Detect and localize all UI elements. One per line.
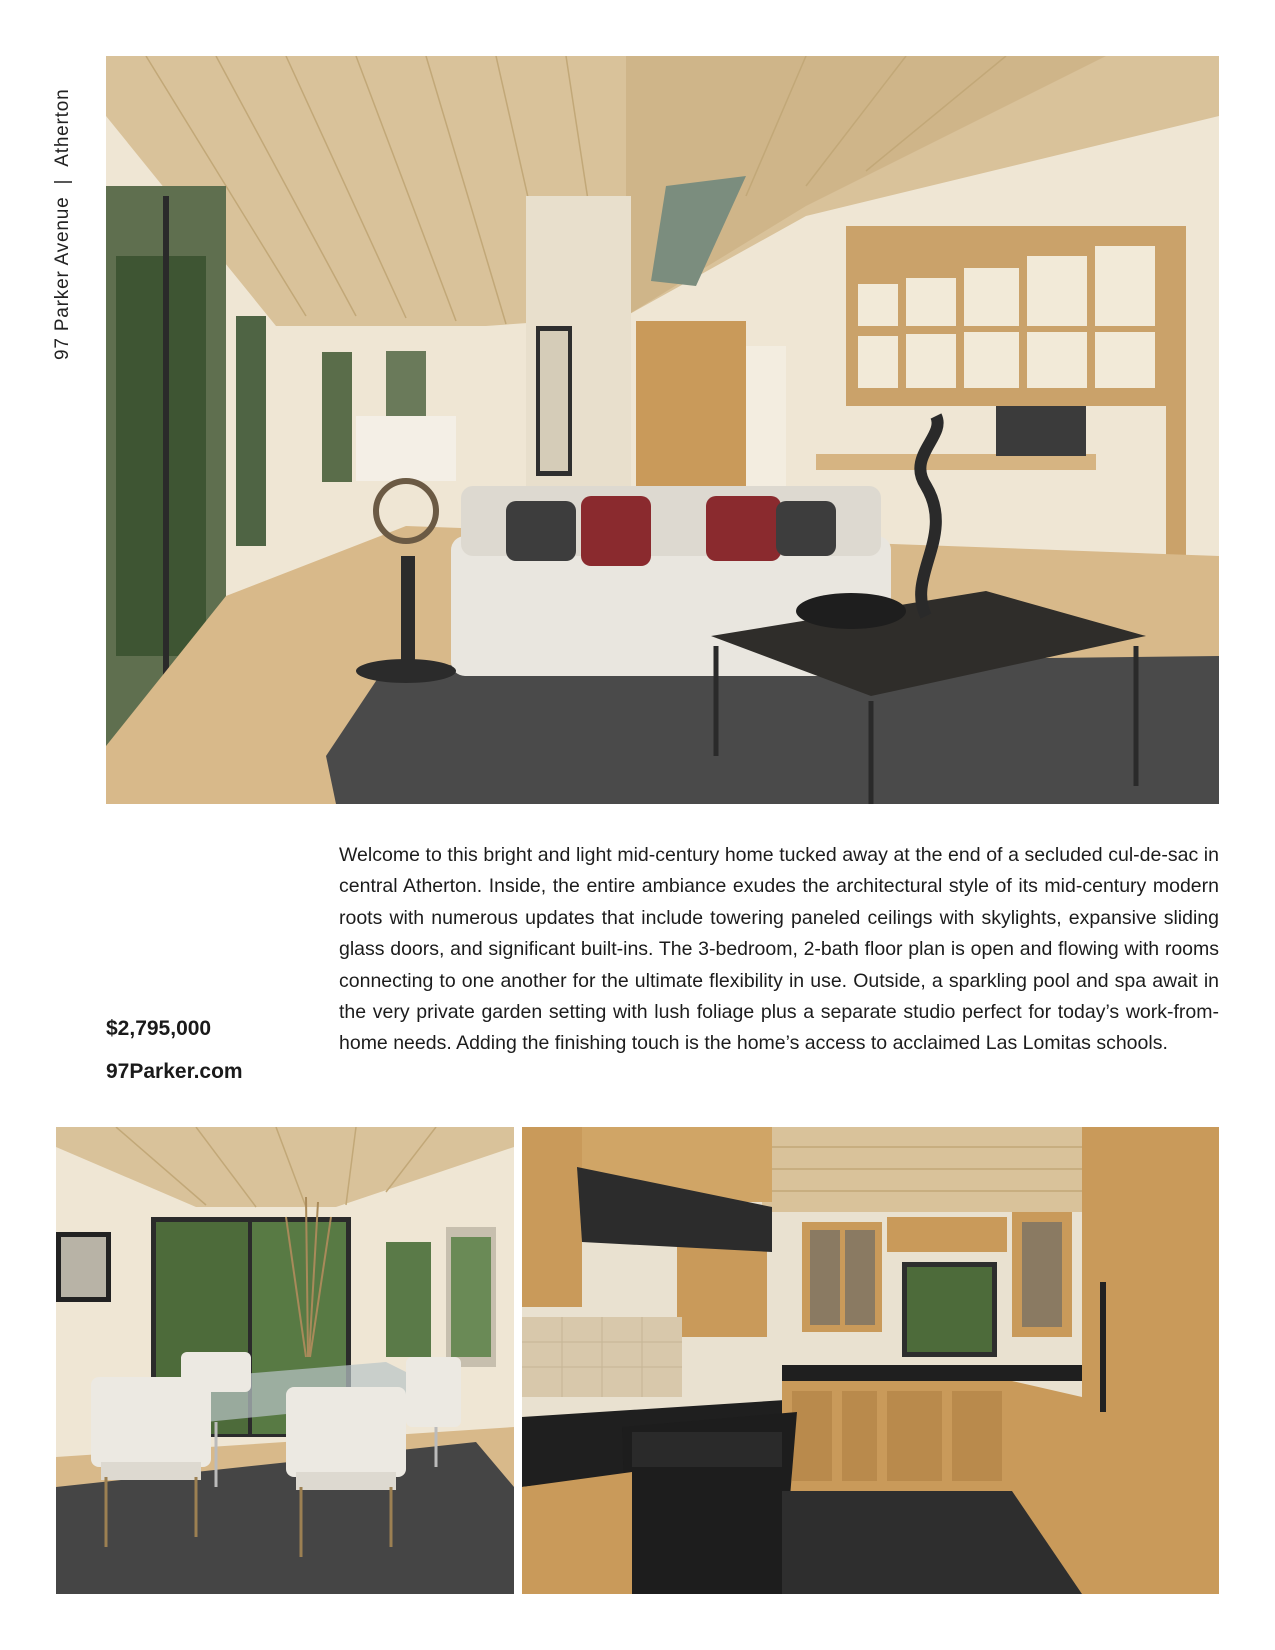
dining-room-photo: [56, 1127, 514, 1594]
listing-website[interactable]: 97Parker.com: [106, 1060, 243, 1083]
living-room-photo: [106, 56, 1219, 804]
vertical-address-label: [52, 89, 74, 361]
kitchen-illustration: [522, 1127, 1219, 1594]
listing-price: $2,795,000: [106, 1017, 212, 1040]
city-text: Atherton: [52, 88, 73, 167]
dining-room-illustration: [56, 1127, 514, 1594]
separator: |: [52, 178, 73, 185]
living-room-illustration: [106, 56, 1219, 804]
listing-description: Welcome to this bright and light mid-century home tucked away at the end of a secluded cul-de-sac in central Atherton. Inside, the entire ambiance exudes the architectural style of its mid-century modern roots with numerous updates that include towering paneled ceilings with skylights, expansive sliding glass doors, and significant built-ins. The 3-bedroom, 2-bath floor plan is open and flowing with rooms connecting to one another for the ultimate flexibility in use. Outside, a sparkling pool and spa await in the very private garden setting with lush foliage plus a separate studio perfect for today’s work-from-home needs. Adding the finishing touch is the home’s access to acclaimed Las Lomitas schools.: [339, 844, 1219, 1055]
kitchen-photo: [522, 1127, 1219, 1594]
address-text: 97 Parker Avenue: [52, 196, 73, 360]
